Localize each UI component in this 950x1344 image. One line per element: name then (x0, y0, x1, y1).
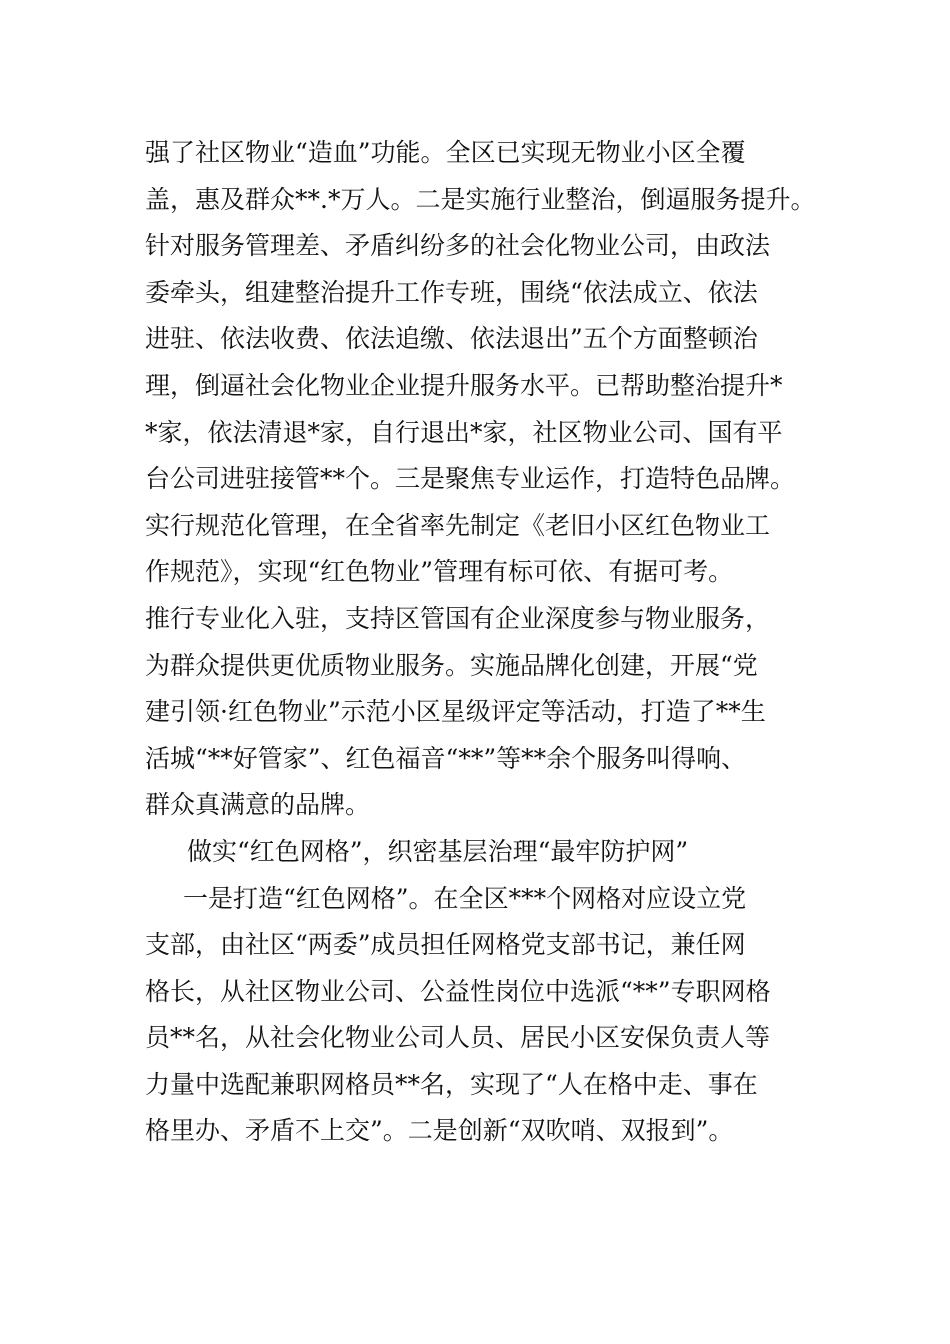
text-line: 委牵头，组建整治提升工作专班，围绕“依法成立、依法 (145, 277, 758, 307)
text-line: 推行专业化入驻，支持区管国有企业深度参与物业服务， (145, 603, 771, 633)
section-heading: 做实“红色网格”，织密基层治理“最牢防护网” (187, 836, 689, 866)
text-line: 理，倒逼社会化物业企业提升服务水平。已帮助整治提升* (145, 370, 783, 400)
text-line: 盖，惠及群众**.*万人。二是实施行业整治，倒逼服务提升。 (145, 184, 816, 214)
text-line: 力量中选配兼职网格员**名，实现了“人在格中走、事在 (145, 1069, 758, 1099)
text-line: 一是打造“红色网格”。在全区***个网格对应设立党 (183, 883, 747, 913)
text-line: 员**名，从社会化物业公司人员、居民小区安保负责人等 (145, 1023, 771, 1053)
text-line: 活城“**好管家”、红色福音“**”等**余个服务叫得响、 (145, 743, 747, 773)
text-line: 为群众提供更优质物业服务。实施品牌化创建，开展“党 (145, 650, 758, 680)
body-text (145, 130, 835, 1155)
text-line: 支部，由社区“两委”成员担任网格党支部书记，兼任网 (145, 930, 746, 960)
text-line: 进驻、依法收费、依法追缴、依法退出”五个方面整顿治 (145, 324, 758, 354)
text-line: 格长，从社区物业公司、公益性岗位中选派“**”专职网格 (145, 976, 771, 1006)
text-line: 针对服务管理差、矛盾纠纷多的社会化物业公司，由政法 (145, 231, 771, 261)
text-line: 建引领·红色物业”示范小区星级评定等活动，打造了**生 (145, 697, 766, 727)
text-line: 作规范》，实现“红色物业”管理有标可依、有据可考。 (145, 557, 734, 587)
text-line: 格里办、矛盾不上交”。二是创新“双吹哨、双报到”。 (145, 1116, 734, 1146)
text-line: 实行规范化管理，在全省率先制定《老旧小区红色物业工 (145, 510, 771, 540)
text-line: 强了社区物业“造血”功能。全区已实现无物业小区全覆 (145, 138, 746, 167)
text-line: *家，依法清退*家，自行退出*家，社区物业公司、国有平 (145, 417, 783, 447)
text-line: 台公司进驻接管**个。三是聚焦专业运作，打造特色品牌。 (145, 464, 796, 494)
text-line: 群众真满意的品牌。 (145, 790, 371, 820)
